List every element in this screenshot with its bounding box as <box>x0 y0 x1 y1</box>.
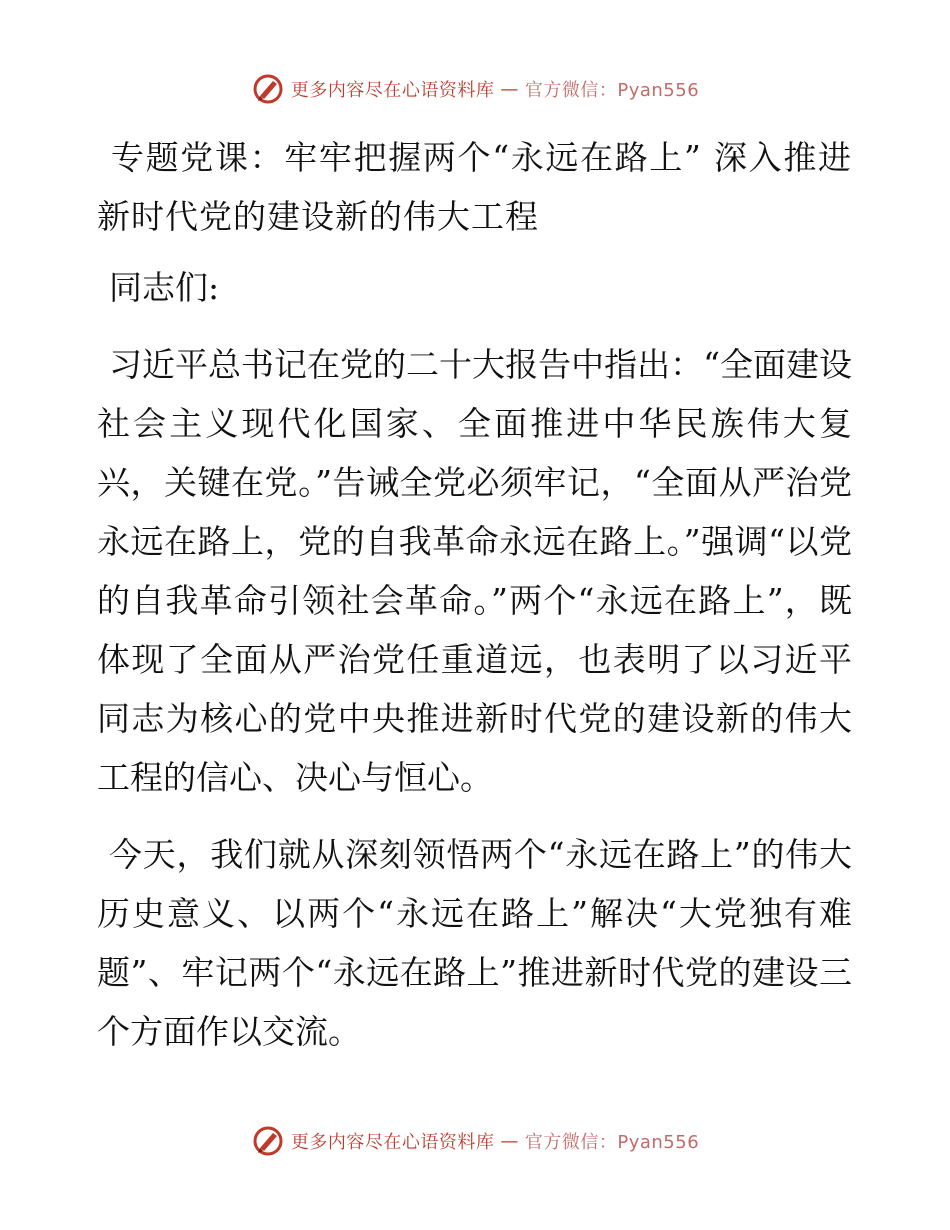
document-title: 专题党课：牢牢把握两个“永远在路上” 深入推进新时代党的建设新的伟大工程 <box>97 138 852 236</box>
pen-logo-icon <box>251 1124 285 1158</box>
watermark-text: 更多内容尽在心语资料库 <box>290 1132 495 1153</box>
document-body <box>97 128 852 1079</box>
pen-logo-icon <box>251 72 285 106</box>
watermark-text: 更多内容尽在心语资料库 <box>290 80 495 101</box>
watermark-contact: 官方微信：Pyan556 <box>524 80 700 101</box>
watermark-footer <box>0 1124 950 1158</box>
salutation: 同志们: <box>109 268 220 307</box>
watermark-dash: — <box>500 1130 519 1152</box>
watermark-dash: — <box>500 78 519 100</box>
paragraph-1: 习近平总书记在党的二十大报告中指出：“全面建设社会主义现代化国家、全面推进中华民族伟大复兴，关键在党。”告诫全党必须牢记，“全面从严治党永远在路上，党的自我革命永远在路上。”强调“以党的自我革命引领社会革命。”两个“永远在路上”，既体现了全面从严治党任重道远，也表明了以习近平同志为核心的党中央推进新时代党的建设新的伟大工程的信心、决心与恒心。 <box>97 345 852 797</box>
paragraph-2: 今天，我们就从深刻领悟两个“永远在路上”的伟大历史意义、以两个“永远在路上”解决“大党独有难题”、牢记两个“永远在路上”推进新时代党的建设三个方面作以交流。 <box>97 835 852 1051</box>
watermark-header <box>0 72 950 106</box>
watermark-contact: 官方微信：Pyan556 <box>524 1132 700 1153</box>
